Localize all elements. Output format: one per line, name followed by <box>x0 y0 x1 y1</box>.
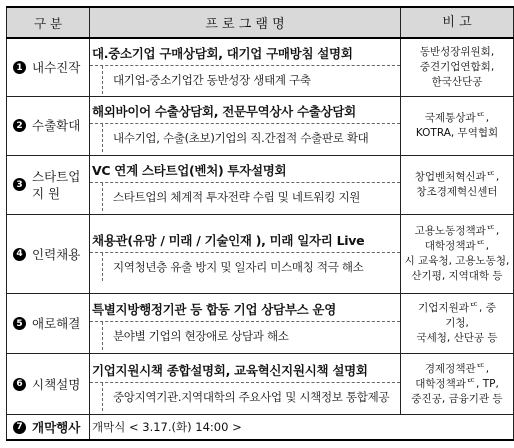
program-detail: 분야별 기업의 현장애로 상담과 해소 <box>102 322 400 350</box>
note-cell <box>401 294 514 353</box>
note-line: 기업지원과ᄄ, 중 <box>418 302 496 315</box>
note-line: 중견기업연합회, <box>419 61 495 74</box>
circled-number-icon: 2 <box>13 119 26 132</box>
program-detail: 지역청년층 유출 방지 및 일자리 미스매칭 적극 해소 <box>102 253 400 281</box>
note-cell <box>401 155 514 214</box>
note-line: 시 교육청, 고용노동청, <box>404 255 510 268</box>
note-line: 경제정책관ᄄ, <box>424 362 490 375</box>
note-line: 창업벤처혁신과ᄄ, <box>414 170 500 183</box>
program-title: 기업지원시책 종합설명회, 교육혁신지원시책 설명회 <box>90 358 400 383</box>
header-category: 구 분 <box>7 7 90 38</box>
opening-cell <box>90 415 514 440</box>
program-cell <box>90 215 401 294</box>
note-cell <box>401 353 514 415</box>
note-line: 대학정책과ᄄ, <box>424 240 490 253</box>
note-line: 대학정책과ᄄ, TP, <box>415 377 499 390</box>
category-cell <box>7 415 90 440</box>
category-label: 스타트업 지 원 <box>32 168 81 201</box>
note-line: 고용노동정책과ᄄ, <box>414 225 500 238</box>
table-row <box>7 155 514 214</box>
note-cell <box>401 38 514 96</box>
table-row <box>7 38 514 96</box>
category-label: 내수진작 <box>32 60 81 76</box>
program-cell <box>90 353 401 415</box>
program-detail: 대기업-중소기업간 동반성장 생태계 구축 <box>102 66 400 94</box>
table-row <box>7 353 514 415</box>
program-cell <box>90 97 401 155</box>
program-detail: 스타트업의 체계적 투자전략 수립 및 네트워킹 지원 <box>102 183 400 211</box>
note-line: 국제통상과ᄄ, <box>424 111 490 124</box>
note-line: 산기평, 지역대학 등 <box>411 270 503 283</box>
program-cell <box>90 38 401 96</box>
circled-number-icon: 5 <box>13 317 26 330</box>
table-row-opening <box>7 415 514 440</box>
note-line: 창조경제혁신센터 <box>416 185 498 198</box>
circled-number-icon: 7 <box>13 421 26 434</box>
circled-number-icon: 3 <box>13 178 26 191</box>
program-cell <box>90 155 401 214</box>
category-label: 인력채용 <box>32 246 81 262</box>
program-title: VC 연계 스타트업(벤처) 투자설명회 <box>90 158 400 183</box>
program-cell <box>90 294 401 353</box>
category-cell <box>7 38 90 96</box>
program-title: 특별지방행정기관 등 합동 기업 상담부스 운영 <box>90 297 400 322</box>
note-line: 동반성장위원회, <box>419 46 495 59</box>
table-row <box>7 215 514 294</box>
program-table <box>6 6 514 441</box>
program-title: 해외바이어 수출상담회, 전문무역상사 수출상담회 <box>90 99 400 124</box>
note-line: 국세청, 산단공 등 <box>416 332 498 345</box>
note-line: 기청, <box>445 317 469 330</box>
program-title: 대.중소기업 구매상담회, 대기업 구매방침 설명회 <box>90 41 400 66</box>
circled-number-icon: 6 <box>13 378 26 391</box>
category-cell <box>7 353 90 415</box>
note-line: KOTRA, 무역협회 <box>415 126 499 139</box>
category-cell <box>7 294 90 353</box>
table-row <box>7 97 514 155</box>
table-header-row <box>7 7 514 38</box>
category-cell <box>7 97 90 155</box>
program-title: 채용관(유망 / 미래 / 기술인재 ), 미래 일자리 Live <box>90 228 400 253</box>
header-note: 비 고 <box>401 7 514 38</box>
opening-text: 개막식 < 3.17.(화) 14:00 > <box>92 420 242 435</box>
category-label: 애로해결 <box>32 316 81 332</box>
note-cell <box>401 97 514 155</box>
circled-number-icon: 4 <box>13 248 26 261</box>
category-label: 개막행사 <box>32 419 81 435</box>
circled-number-icon: 1 <box>13 61 26 74</box>
program-detail: 내수기업, 수출(초보)기업의 직.간접적 수출판로 확대 <box>102 124 400 152</box>
header-program: 프 로 그 램 명 <box>90 7 401 38</box>
note-line: 중진공, 금융기관 등 <box>411 392 503 405</box>
program-detail: 중앙지역기관.지역대학의 주요사업 및 시책정보 통합제공 <box>102 383 400 411</box>
category-cell <box>7 155 90 214</box>
note-line: 한국산단공 <box>431 76 483 89</box>
category-label: 수출확대 <box>32 118 81 134</box>
category-label: 시책설명 <box>32 376 81 392</box>
note-cell <box>401 215 514 294</box>
table-row <box>7 294 514 353</box>
category-cell <box>7 215 90 294</box>
